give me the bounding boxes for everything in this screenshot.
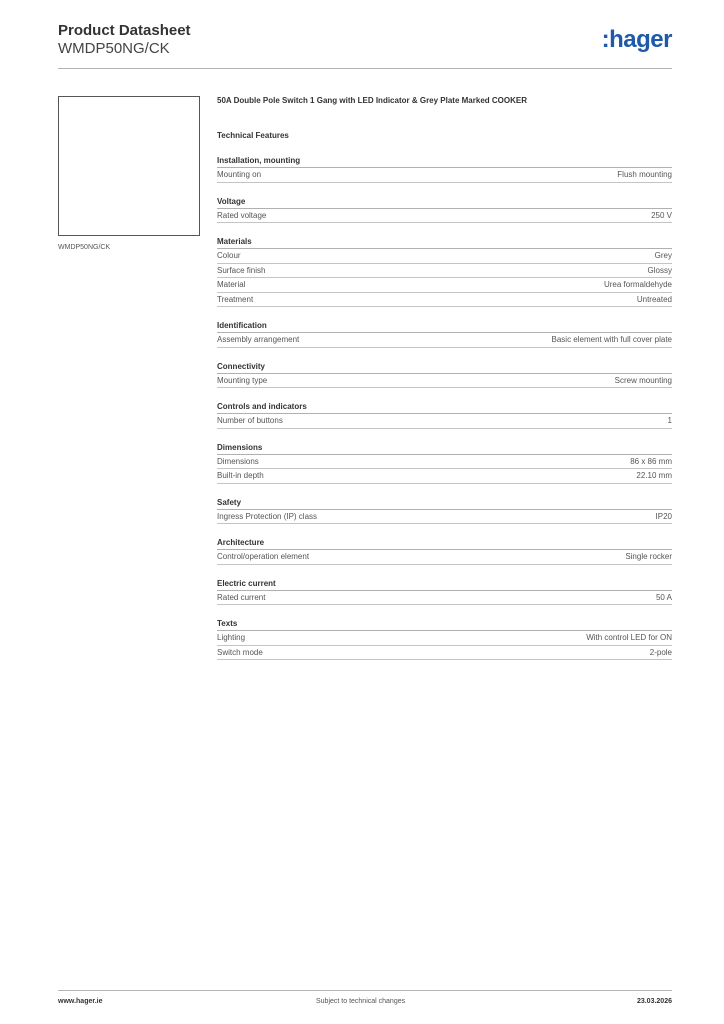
feature-group xyxy=(217,442,672,484)
feature-value: 22.10 mm xyxy=(636,471,672,480)
feature-value: 86 x 86 mm xyxy=(630,456,672,466)
feature-row xyxy=(217,278,672,293)
feature-group xyxy=(217,401,672,429)
feature-label: Material xyxy=(217,280,246,289)
feature-value: Untreated xyxy=(636,294,672,304)
feature-value: Single rocker xyxy=(625,552,672,561)
feature-value: Urea formaldehyde xyxy=(603,280,672,289)
feature-value: IP20 xyxy=(655,511,672,521)
product-image-placeholder xyxy=(58,96,200,236)
feature-group xyxy=(217,196,672,224)
hager-logo: :hager xyxy=(601,26,672,53)
feature-row xyxy=(217,646,672,661)
feature-group xyxy=(217,618,672,660)
feature-label: Ingress Protection (IP) class xyxy=(217,511,318,521)
feature-label: Mounting on xyxy=(217,170,262,179)
footer-website: www.hager.ie xyxy=(58,998,103,1005)
feature-group-title: Connectivity xyxy=(217,361,672,374)
feature-group-title: Architecture xyxy=(217,537,672,550)
feature-value: Flush mounting xyxy=(617,170,672,179)
product-image-caption: WMDP50NG/CK xyxy=(58,244,111,251)
feature-group-title: Dimensions xyxy=(217,442,672,455)
feature-label: Colour xyxy=(217,251,241,260)
document-title: Product Datasheet xyxy=(58,22,191,39)
feature-group xyxy=(217,155,672,183)
feature-row xyxy=(217,333,672,348)
feature-row xyxy=(217,591,672,606)
feature-label: Lighting xyxy=(217,633,246,642)
feature-row xyxy=(217,510,672,525)
feature-value: Screw mounting xyxy=(614,375,672,385)
feature-label: Switch mode xyxy=(217,647,263,657)
feature-groups xyxy=(217,155,672,660)
feature-row xyxy=(217,168,672,183)
feature-row xyxy=(217,249,672,264)
product-code: WMDP50NG/CK xyxy=(58,40,170,57)
feature-row xyxy=(217,374,672,389)
feature-label: Surface finish xyxy=(217,265,266,275)
feature-value: With control LED for ON xyxy=(586,633,672,642)
feature-group xyxy=(217,236,672,307)
feature-label: Mounting type xyxy=(217,375,268,385)
feature-value: 2-pole xyxy=(649,647,672,657)
feature-row xyxy=(217,293,672,308)
feature-row xyxy=(217,209,672,224)
feature-label: Rated voltage xyxy=(217,210,267,220)
header-divider xyxy=(58,68,672,69)
feature-group xyxy=(217,578,672,606)
feature-value: 50 A xyxy=(655,592,672,602)
feature-group-title: Voltage xyxy=(217,196,672,209)
feature-label: Built-in depth xyxy=(217,471,264,480)
feature-group xyxy=(217,497,672,525)
feature-group-title: Identification xyxy=(217,320,672,333)
feature-group-title: Installation, mounting xyxy=(217,155,672,168)
footer-date: 23.03.2026 xyxy=(636,998,672,1005)
feature-row xyxy=(217,455,672,470)
feature-group-title: Electric current xyxy=(217,578,672,591)
product-description: 50A Double Pole Switch 1 Gang with LED Indicator & Grey Plate Marked COOKER xyxy=(217,96,527,105)
footer-divider xyxy=(58,990,672,991)
feature-row xyxy=(217,550,672,565)
feature-row xyxy=(217,469,672,484)
feature-group xyxy=(217,320,672,348)
page-header xyxy=(58,22,672,68)
technical-features-heading: Technical Features xyxy=(217,131,289,140)
feature-value: Glossy xyxy=(647,265,672,275)
feature-value: Basic element with full cover plate xyxy=(551,335,672,344)
feature-group-title: Texts xyxy=(217,618,672,631)
footer-notice: Subject to technical changes xyxy=(316,998,406,1005)
feature-group-title: Materials xyxy=(217,236,672,249)
feature-label: Assembly arrangement xyxy=(217,335,300,344)
feature-row xyxy=(217,264,672,279)
feature-value: Grey xyxy=(654,251,672,260)
feature-row xyxy=(217,631,672,646)
feature-group xyxy=(217,361,672,389)
technical-content xyxy=(217,95,672,660)
feature-label: Rated current xyxy=(217,592,266,602)
feature-label: Treatment xyxy=(217,294,254,304)
feature-label: Dimensions xyxy=(217,456,259,466)
feature-group xyxy=(217,537,672,565)
feature-group-title: Safety xyxy=(217,497,672,510)
feature-value: 250 V xyxy=(651,210,672,220)
feature-value: 1 xyxy=(667,416,672,425)
feature-group-title: Controls and indicators xyxy=(217,401,672,414)
feature-label: Number of buttons xyxy=(217,416,283,425)
feature-row xyxy=(217,414,672,429)
feature-label: Control/operation element xyxy=(217,552,310,561)
